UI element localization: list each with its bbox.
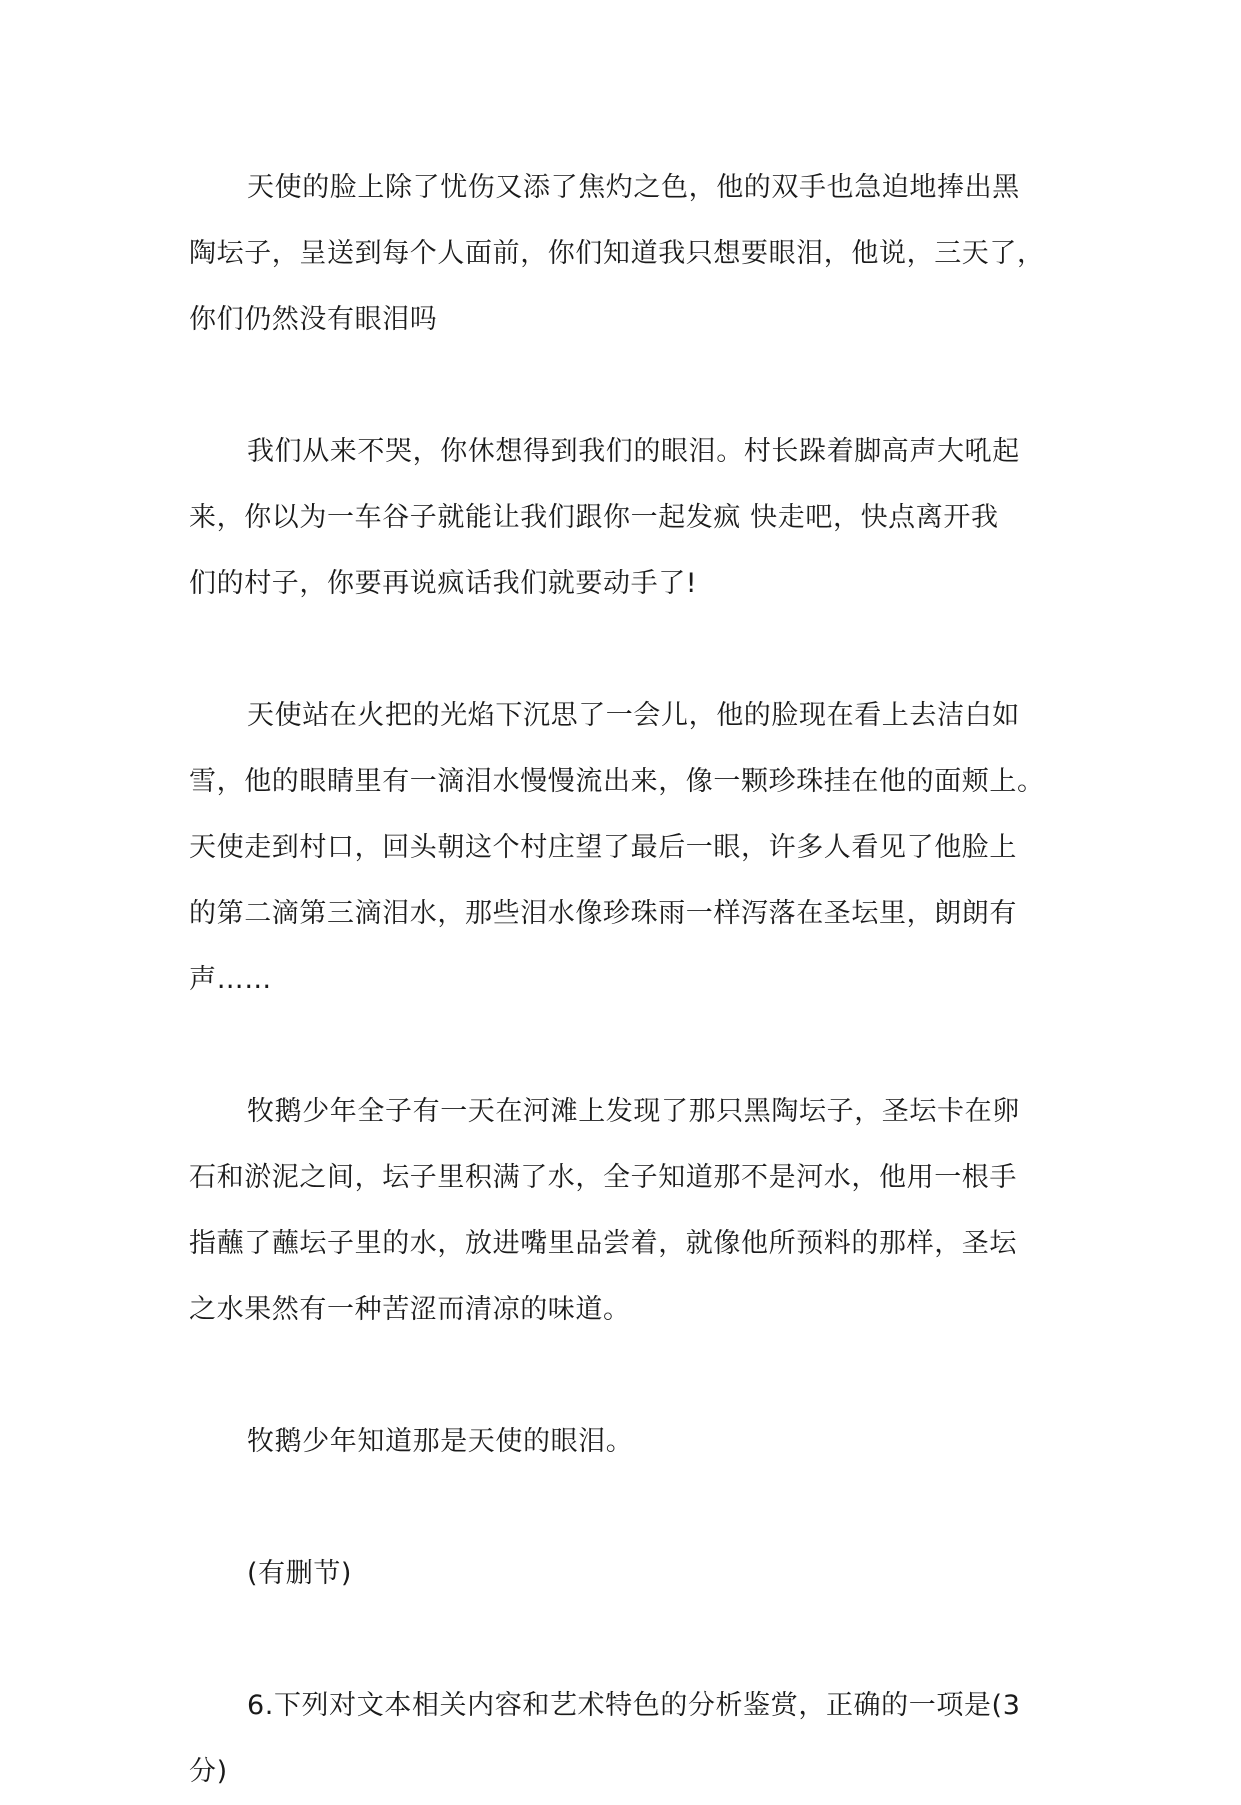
paragraph-spacer [189,353,1049,419]
paragraph-spacer [189,1475,1049,1541]
text-line: 牧鹅少年知道那是天使的眼泪。 [247,1426,634,1457]
paragraph-spacer [189,1343,1049,1409]
text-line: 声…… [189,964,272,995]
text-line: (有删节) [247,1558,353,1589]
document-body [189,155,1049,1805]
paragraph-spacer [189,1013,1049,1079]
text-line: 指蘸了蘸坛子里的水，放进嘴里品尝着，就像他所预料的那样，圣坛 [189,1228,1017,1259]
text-line: 牧鹅少年全子有一天在河滩上发现了那只黑陶坛子，圣坛卡在卵 [247,1096,1020,1127]
text-line: 石和淤泥之间，坛子里积满了水，全子知道那不是河水，他用一根手 [189,1162,1017,1193]
text-line: 陶坛子，呈送到每个人面前，你们知道我只想要眼泪，他说，三天了， [189,238,1045,269]
paragraph-angel-tears-known [189,1409,1049,1475]
text-line: 雪，他的眼睛里有一滴泪水慢慢流出来，像一颗珍珠挂在他的面颊上。 [189,766,1045,797]
question-6 [189,1673,1049,1805]
text-line: 们的村子，你要再说疯话我们就要动手了! [189,568,698,599]
text-line: 天使走到村口，回头朝这个村庄望了最后一眼，许多人看见了他脸上 [189,832,1017,863]
paragraph-angel-tears [189,683,1049,1013]
text-line: 6.下列对文本相关内容和艺术特色的分析鉴赏，正确的一项是(3 [247,1690,1021,1721]
paragraph-spacer [189,1607,1049,1673]
text-line: 分) [189,1756,228,1787]
paragraph-spacer [189,617,1049,683]
text-line: 天使站在火把的光焰下沉思了一会儿，他的脸现在看上去洁白如 [247,700,1020,731]
text-line: 的第二滴第三滴泪水，那些泪水像珍珠雨一样泻落在圣坛里，朗朗有 [189,898,1017,929]
text-line: 天使的脸上除了忧伤又添了焦灼之色，他的双手也急迫地捧出黑 [247,172,1020,203]
text-line: 之水果然有一种苦涩而清凉的味道。 [189,1294,631,1325]
text-line: 来，你以为一车谷子就能让我们跟你一起发疯 快走吧，快点离开我 [189,502,999,533]
paragraph-village-chief [189,419,1049,617]
abridged-note [189,1541,1049,1607]
text-line: 你们仍然没有眼泪吗 [189,304,438,335]
text-line: 我们从来不哭，你休想得到我们的眼泪。村长跺着脚高声大吼起 [247,436,1020,467]
paragraph-angel-pleads [189,155,1049,353]
paragraph-goose-boy [189,1079,1049,1343]
